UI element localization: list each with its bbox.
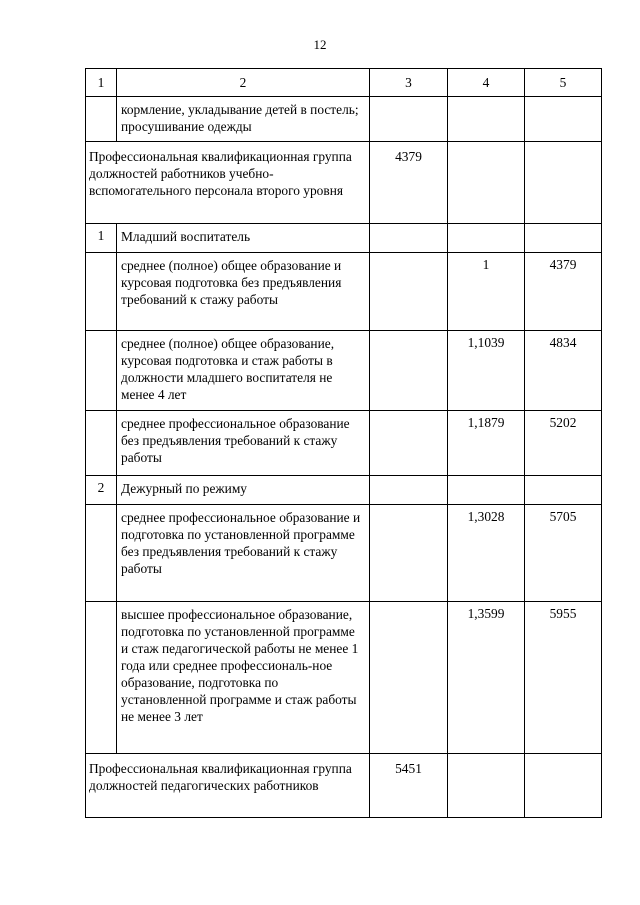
salary-cell: 5451 <box>370 754 448 818</box>
table-row <box>86 331 602 411</box>
position-row <box>86 476 602 505</box>
column-header: 3 <box>370 69 448 97</box>
salary-cell <box>370 331 448 411</box>
salary-cell <box>370 411 448 476</box>
coefficient-cell: 1 <box>448 253 525 331</box>
group-title-cell: Профессиональная квалификационная группа должностей работников учебно-вспомогательного персонала второго уровня <box>86 142 370 224</box>
column-header: 5 <box>525 69 602 97</box>
row-number-cell <box>86 505 117 602</box>
coefficient-cell: 1,1039 <box>448 331 525 411</box>
group-row <box>86 754 602 818</box>
coefficient-cell <box>448 754 525 818</box>
amount-cell <box>525 97 602 142</box>
requirement-cell: среднее (полное) общее образование, курсовая подготовка и стаж работы в должности младшего воспитателя не менее 4 лет <box>117 331 370 411</box>
amount-cell: 4834 <box>525 331 602 411</box>
requirement-cell: среднее профессиональное образование без предъявления требований к стажу работы <box>117 411 370 476</box>
coefficient-cell <box>448 97 525 142</box>
row-number-cell: 2 <box>86 476 117 505</box>
group-title-cell: Профессиональная квалификационная группа должностей педагогических работников <box>86 754 370 818</box>
amount-cell: 4379 <box>525 253 602 331</box>
coefficient-cell: 1,3599 <box>448 602 525 754</box>
table-row <box>86 411 602 476</box>
column-header: 1 <box>86 69 117 97</box>
salary-cell <box>370 602 448 754</box>
requirement-cell: среднее (полное) общее образование и курсовая подготовка без предъявления требований к стажу работы <box>117 253 370 331</box>
table-row <box>86 253 602 331</box>
salary-cell <box>370 224 448 253</box>
amount-cell <box>525 142 602 224</box>
salary-cell <box>370 97 448 142</box>
page-number: 12 <box>313 37 327 52</box>
coefficient-cell <box>448 142 525 224</box>
amount-cell: 5705 <box>525 505 602 602</box>
coefficient-cell: 1,3028 <box>448 505 525 602</box>
table-row <box>86 97 602 142</box>
position-row <box>86 224 602 253</box>
amount-cell <box>525 754 602 818</box>
salary-table <box>85 68 602 818</box>
requirement-cell: высшее профессиональное образование, подготовка по установленной программе и стаж педагогической работы не менее 1 года или среднее профессиональ-ное образование, подготовка по установленной программе и стаж работы не менее 3 лет <box>117 602 370 754</box>
requirement-cell: кормление, укладывание детей в постель; просушивание одежды <box>117 97 370 142</box>
salary-cell <box>370 505 448 602</box>
amount-cell <box>525 476 602 505</box>
salary-cell <box>370 253 448 331</box>
row-number-cell <box>86 97 117 142</box>
salary-cell <box>370 476 448 505</box>
row-number-cell <box>86 602 117 754</box>
amount-cell: 5202 <box>525 411 602 476</box>
salary-cell: 4379 <box>370 142 448 224</box>
amount-cell: 5955 <box>525 602 602 754</box>
column-header: 2 <box>117 69 370 97</box>
position-title-cell: Дежурный по режиму <box>117 476 370 505</box>
table-header-row <box>86 69 602 97</box>
position-title-cell: Младший воспитатель <box>117 224 370 253</box>
row-number-cell <box>86 253 117 331</box>
row-number-cell <box>86 331 117 411</box>
table-row <box>86 505 602 602</box>
requirement-cell: среднее профессиональное образование и подготовка по установленной программе без предъявления требований к стажу работы <box>117 505 370 602</box>
table-row <box>86 602 602 754</box>
group-row <box>86 142 602 224</box>
coefficient-cell: 1,1879 <box>448 411 525 476</box>
amount-cell <box>525 224 602 253</box>
coefficient-cell <box>448 224 525 253</box>
coefficient-cell <box>448 476 525 505</box>
row-number-cell: 1 <box>86 224 117 253</box>
row-number-cell <box>86 411 117 476</box>
column-header: 4 <box>448 69 525 97</box>
